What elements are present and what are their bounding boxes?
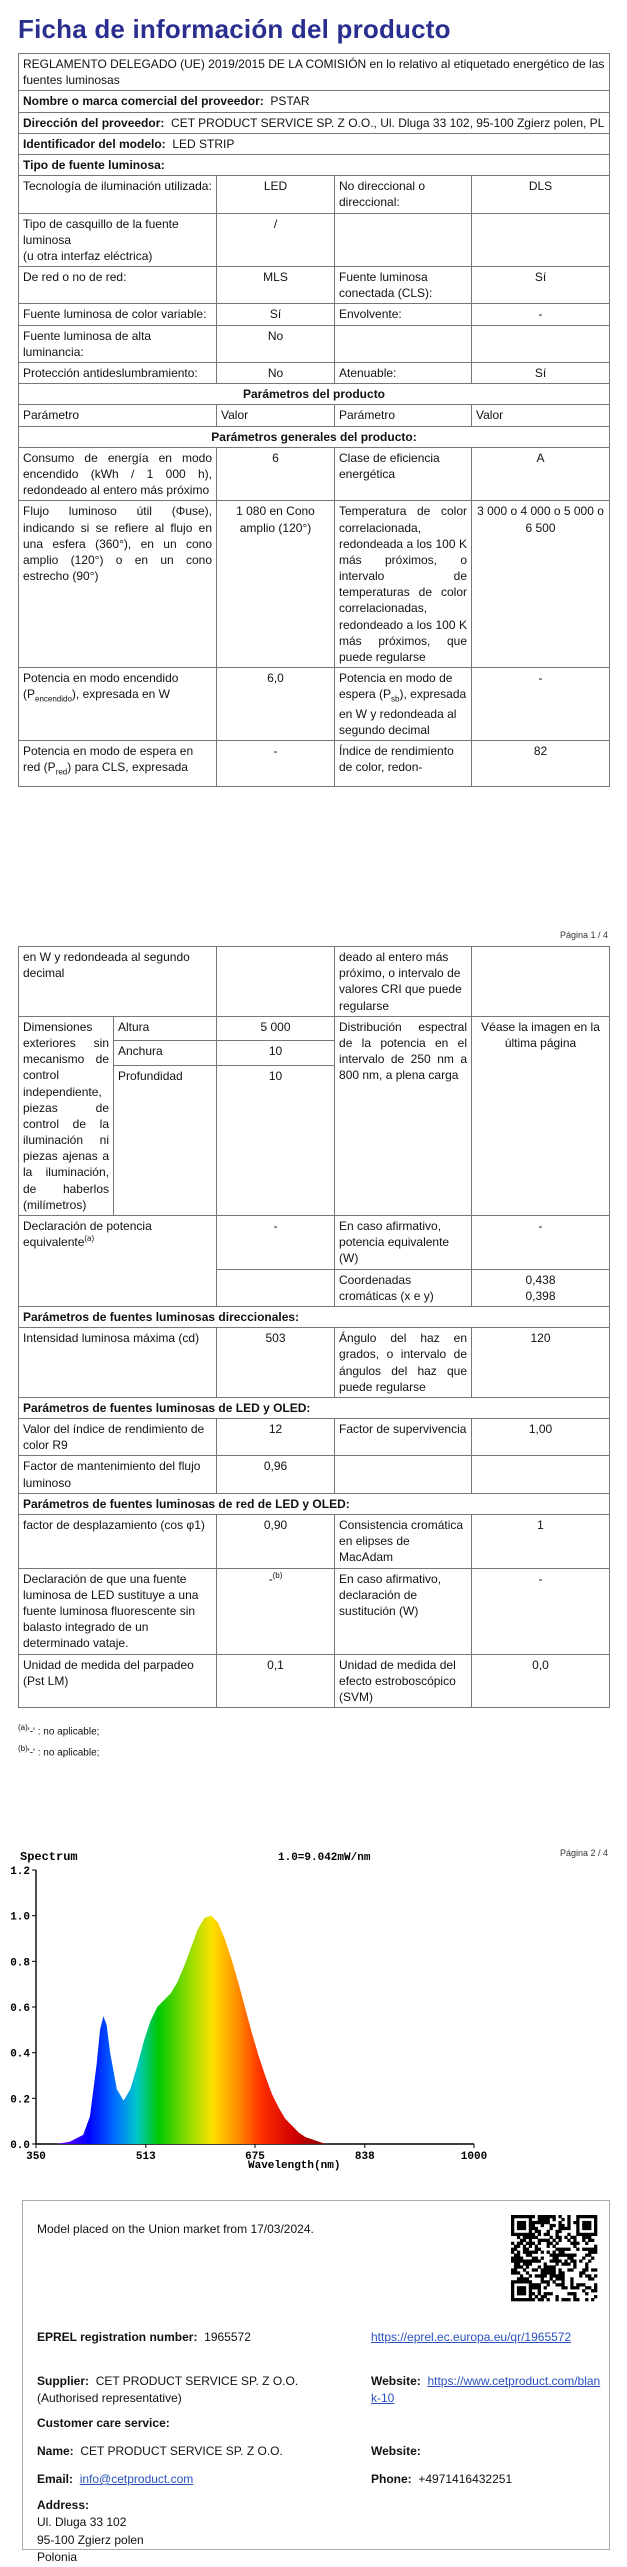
glare-value: No (217, 363, 335, 384)
standby-text: Potencia en modo de espera (P (339, 671, 453, 702)
phone-row (371, 2471, 512, 2488)
phone-label: Phone: (371, 2472, 412, 2486)
r9-value: 12 (217, 1419, 335, 1456)
care-name-row (37, 2443, 283, 2460)
eprel-number-row (37, 2329, 251, 2346)
spectrum-area (56, 1916, 326, 2144)
header-param-2: Parámetro (335, 405, 472, 426)
care-name-label: Name: (37, 2444, 74, 2458)
page-number-1: Página 1 / 4 (560, 930, 609, 940)
address-value: CET PRODUCT SERVICE SP. Z O.O., Ul. Dluga 33 102, 95-100 Zgierz polen, PL (171, 115, 605, 130)
tech-value: LED (217, 176, 335, 213)
footnote-b-ref: (b) (272, 1570, 283, 1580)
empty-cell (335, 325, 472, 362)
chromaticity-y: 0,398 (525, 1288, 556, 1303)
spectrum-chart (10, 1846, 609, 2176)
standby-text-2: ), expresada en W y redondeada al segundo decimal (339, 687, 467, 737)
standby-value: - (472, 668, 610, 741)
replacement-value (217, 1568, 335, 1654)
displacement-value: 0,90 (217, 1515, 335, 1569)
energy-value: 6 (217, 447, 335, 501)
network-standby-value: - (217, 740, 335, 786)
standby-label (335, 668, 472, 741)
class-value: A (472, 447, 610, 501)
class-label: Clase de eficiencia energética (335, 447, 472, 501)
cls-value: Sí (472, 267, 610, 304)
model-row (19, 133, 610, 154)
email-link[interactable]: info@cetproduct.com (79, 2472, 194, 2486)
network-standby-text-2: ) para CLS, expresada (67, 760, 188, 775)
color-variable-label: Fuente luminosa de color variable: (19, 304, 217, 325)
spectral-distribution-value: Véase la imagen en la última página (472, 1016, 610, 1215)
flicker-label: Unidad de medida del parpadeo (Pst LM) (19, 1654, 217, 1708)
cls-label: Fuente luminosa conectada (CLS): (335, 267, 472, 304)
footnotes (18, 1720, 609, 1763)
intensity-value: 503 (217, 1328, 335, 1398)
mains-value: MLS (217, 267, 335, 304)
consistency-label: Consistencia cromática en elipses de MacAdam (335, 1515, 472, 1569)
cri-label-cont: deado al entero más próximo, o intervalo de valores CRI que puede regularse (335, 947, 472, 1017)
website-label: Website: (371, 2374, 421, 2388)
cap-label (19, 213, 217, 267)
stroboscopic-value: 0,0 (472, 1654, 610, 1708)
care-website-label: Website: (371, 2444, 421, 2458)
header-value-2: Valor (472, 405, 610, 426)
header-param-1: Parámetro (19, 405, 217, 426)
replacement-dash: - (268, 1571, 273, 1586)
source-type-heading: Tipo de fuente luminosa: (19, 154, 610, 175)
brand-row (19, 91, 610, 112)
on-power-sub: encendido (35, 694, 72, 704)
market-date: Model placed on the Union market from 17/03/2024. (37, 2222, 314, 2236)
intensity-label: Intensidad luminosa máxima (cd) (19, 1328, 217, 1398)
datasheet-page-1-continued (18, 946, 609, 1763)
header-value-1: Valor (217, 405, 335, 426)
mains-label: De red o no de red: (19, 267, 217, 304)
cap-value: / (217, 213, 335, 267)
brand-value: PSTAR (270, 94, 310, 109)
chart-annotation: 1.0=9.042mW/nm (278, 1852, 371, 1864)
y-tick-label: 1.2 (10, 1866, 30, 1878)
equiv-power-text: Declaración de potencia equivalente (23, 1219, 152, 1250)
cri-value: 82 (472, 740, 610, 786)
on-power-value: 6,0 (217, 668, 335, 741)
address-row (19, 112, 610, 133)
email-row (37, 2471, 193, 2488)
height-label: Altura (114, 1016, 217, 1041)
y-tick-label: 0.0 (10, 2140, 30, 2152)
brand-label: Nombre o marca comercial del proveedor: (23, 94, 264, 109)
care-name-value: CET PRODUCT SERVICE SP. Z O.O. (80, 2444, 283, 2458)
x-axis-label: Wavelength(nm) (248, 2160, 341, 2172)
energy-label: Consumo de energía en modo encendido (kWh / 1 000 h), redondeado al entero más próximo (19, 447, 217, 501)
supplier-value: CET PRODUCT SERVICE SP. Z O.O. (Authorised representative) (37, 2374, 299, 2406)
address-block (37, 2497, 144, 2567)
params-heading: Parámetros del producto (19, 384, 610, 405)
dimmable-value: Sí (472, 363, 610, 384)
flux-value: 1 080 en Cono amplio (120°) (217, 501, 335, 668)
equiv-watt-value: - (472, 1216, 610, 1270)
displacement-label: factor de desplazamiento (cos φ1) (19, 1515, 217, 1569)
phone-value: +4971416432251 (418, 2472, 513, 2486)
beam-angle-label: Ángulo del haz en grados, o intervalo de ángulos del haz que puede regularse (335, 1328, 472, 1398)
model-label: Identificador del modelo: (23, 136, 166, 151)
chromaticity-label: Coordenadas cromáticas (x e y) (335, 1269, 472, 1306)
supplier-label: Supplier: (37, 2374, 90, 2388)
x-tick-label: 350 (26, 2151, 46, 2163)
dimensions-label: Dimensiones exteriores sin mecanismo de control independiente, piezas de control de la iluminación ni piezas ajenas a la iluminación, de haberlos (milímetros) (19, 1016, 114, 1215)
product-info-table (18, 53, 610, 787)
led-heading: Parámetros de fuentes luminosas de LED y OLED: (19, 1397, 610, 1418)
footnote-b-text: '-' : no aplicable; (27, 1747, 100, 1759)
depth-label: Profundidad (114, 1066, 217, 1216)
network-standby-label-cont: en W y redondeada al segundo decimal (19, 947, 217, 1017)
footnote-a-mark: (a) (18, 1723, 28, 1733)
x-tick-label: 838 (354, 2151, 375, 2163)
chromaticity-value (472, 1269, 610, 1306)
on-power-label (19, 668, 217, 741)
tech-label: Tecnología de iluminación utilizada: (19, 176, 217, 213)
empty-cell (472, 947, 610, 1017)
y-tick-label: 0.2 (10, 2094, 30, 2107)
standby-sub: sb (391, 694, 400, 704)
address-block-label: Address: (37, 2498, 90, 2512)
maintenance-label: Factor de mantenimiento del flujo luminoso (19, 1456, 217, 1493)
network-standby-sub: red (55, 767, 68, 777)
survival-value: 1,00 (472, 1419, 610, 1456)
width-value: 10 (217, 1041, 335, 1066)
footnote-a-ref: (a) (84, 1234, 95, 1244)
spectral-distribution-label: Distribución espectral de la potencia en el intervalo de 250 nm a 800 nm, a plena carga (335, 1016, 472, 1215)
directional-heading: Parámetros de fuentes luminosas direccionales: (19, 1306, 610, 1327)
y-tick-label: 1.0 (10, 1911, 30, 1924)
stroboscopic-label: Unidad de medida del efecto estroboscópico (SVM) (335, 1654, 472, 1708)
glare-label: Protección antideslumbramiento: (19, 363, 217, 384)
network-standby-text: Potencia en modo de espera en red (P (23, 743, 194, 775)
cap-label-text: Tipo de casquillo de la fuente luminosa (23, 216, 179, 247)
maintenance-value: 0,96 (217, 1456, 335, 1493)
chromaticity-x: 0,438 (525, 1272, 556, 1287)
equiv-power-label (19, 1216, 217, 1307)
email-label: Email: (37, 2472, 74, 2486)
address-line-1: Ul. Dluga 33 102 (37, 2515, 127, 2530)
width-label: Anchura (114, 1041, 217, 1066)
high-luminance-label: Fuente luminosa de alta luminancia: (19, 325, 217, 362)
y-axis-ticks (10, 1866, 36, 2152)
model-value: LED STRIP (172, 136, 235, 151)
footnote-b (18, 1741, 609, 1762)
empty-cell (472, 1456, 610, 1493)
mains-led-heading: Parámetros de fuentes luminosas de red de LED y OLED: (19, 1493, 610, 1514)
eprel-link[interactable]: https://eprel.ec.europa.eu/qr/1965572 (371, 2330, 572, 2344)
replacement-watt-value: - (472, 1568, 610, 1654)
nondir-label: No direccional o direccional: (335, 176, 472, 213)
regulation-text: REGLAMENTO DELEGADO (UE) 2019/2015 DE LA COMISIÓN en lo relativo al etiquetado energético de las fuentes luminosas (19, 54, 610, 91)
datasheet-page-1 (18, 0, 609, 920)
beam-angle-value: 120 (472, 1328, 610, 1398)
consistency-value: 1 (472, 1515, 610, 1569)
envelope-label: Envolvente: (335, 304, 472, 325)
y-tick-label: 0.4 (10, 2048, 30, 2061)
footnote-a (18, 1720, 609, 1741)
nondir-value: DLS (472, 176, 610, 213)
on-power-text-2: ), expresada en W (71, 687, 170, 702)
empty-cell (335, 213, 472, 267)
x-tick-label: 1000 (460, 2151, 488, 2163)
survival-label: Factor de supervivencia (335, 1419, 472, 1456)
y-tick-label: 0.8 (10, 1957, 30, 1970)
eprel-label: EPREL registration number: (37, 2330, 198, 2344)
dimmable-label: Atenuable: (335, 363, 472, 384)
empty-cell (335, 1456, 472, 1493)
r9-label: Valor del índice de rendimiento de color R9 (19, 1419, 217, 1456)
eprel-value: 1965572 (204, 2330, 251, 2344)
replacement-watt-label: En caso afirmativo, declaración de sustitución (W) (335, 1568, 472, 1654)
page-number-2: Página 2 / 4 (560, 1848, 609, 1858)
high-luminance-value: No (217, 325, 335, 362)
x-tick-label: 675 (245, 2151, 265, 2163)
equiv-watt-label: En caso afirmativo, potencia equivalente (W) (335, 1216, 472, 1270)
customer-care-heading: Customer care service: (37, 2416, 170, 2430)
cap-label-note: (u otra interfaz eléctrica) (23, 248, 153, 263)
flicker-value: 0,1 (217, 1654, 335, 1708)
y-tick-label: 0.6 (10, 2003, 30, 2015)
height-value: 5 000 (217, 1016, 335, 1041)
empty-cell (472, 325, 610, 362)
equiv-power-value: - (217, 1216, 335, 1270)
empty-cell (472, 213, 610, 267)
website-row (371, 2373, 601, 2408)
chart-title: Spectrum (20, 1850, 78, 1864)
empty-cell (217, 947, 335, 1017)
footnote-a-text: '-' : no aplicable; (27, 1726, 100, 1738)
depth-value: 10 (217, 1066, 335, 1216)
address-line-3: Polonia (37, 2550, 78, 2565)
qr-code-icon[interactable] (511, 2215, 597, 2301)
on-power-text: Potencia en modo encendido (P (23, 671, 179, 702)
cri-label: Índice de rendimiento de color, redon- (335, 740, 472, 786)
spectrum-svg (10, 1846, 609, 2176)
x-tick-label: 513 (135, 2151, 156, 2163)
product-info-table-continued (18, 946, 610, 1708)
envelope-value: - (472, 304, 610, 325)
empty-cell (217, 1269, 335, 1306)
page-title: Ficha de información del producto (18, 14, 451, 44)
color-variable-value: Sí (217, 304, 335, 325)
replacement-label: Declaración de que una fuente luminosa de LED sustituye a una fuente luminosa fluorescente sin balasto integrado de un determinado vataje. (19, 1568, 217, 1654)
footnote-b-mark: (b) (18, 1744, 28, 1754)
general-params-heading: Parámetros generales del producto: (19, 426, 610, 447)
website-link[interactable]: https://www.cetproduct.com/blank-10 (371, 2374, 601, 2406)
eprel-info-box (22, 2200, 610, 2565)
network-standby-label (19, 740, 217, 786)
supplier-row (37, 2373, 355, 2408)
cct-label: Temperatura de color correlacionada, redondeada a los 100 K más próximos, o intervalo de temperaturas de color correlacionadas, redondeado a los 100 K más próximos, que puede regularse (335, 501, 472, 668)
cct-value: 3 000 o 4 000 o 5 000 o 6 500 (472, 501, 610, 668)
address-label: Dirección del proveedor: (23, 115, 165, 130)
address-line-2: 95-100 Zgierz polen (37, 2532, 144, 2547)
flux-label: Flujo luminoso útil (Φuse), indicando si se refiere al flujo en una esfera (360°), en un cono amplio (120°) o en un cono estrecho (90°) (19, 501, 217, 668)
